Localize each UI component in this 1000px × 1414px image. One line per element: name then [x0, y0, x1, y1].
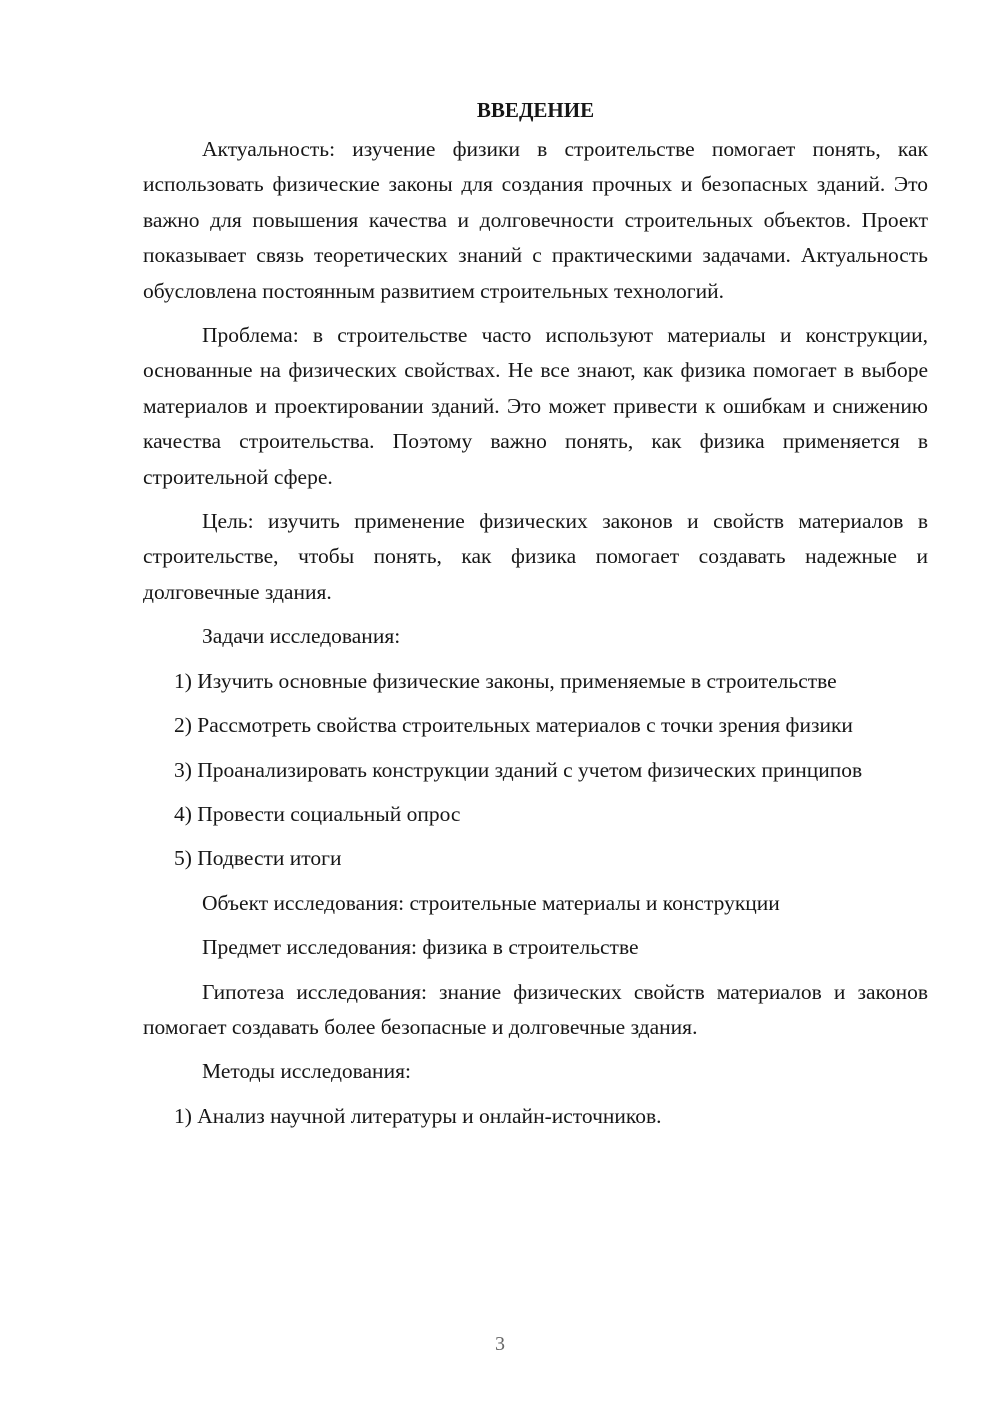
goal-paragraph: Цель: изучить применение физических законов и свойств материалов в строительстве, чтобы понять, как физика помогает создавать надежные и долговечные здания.: [143, 509, 928, 604]
section-title: ВВЕДЕНИЕ: [476, 98, 595, 122]
method-item-1: 1) Анализ научной литературы и онлайн-источников.: [174, 1103, 662, 1128]
hypothesis-paragraph: Гипотеза исследования: знание физических свойств материалов и законов помогает создавать более безопасные и долговечные здания.: [143, 979, 928, 1039]
task-item-5: 5) Подвести итоги: [174, 846, 342, 871]
object-line: Объект исследования: строительные материалы и конструкции: [202, 890, 780, 915]
tasks-heading: Задачи исследования:: [202, 624, 401, 649]
problem-paragraph: Проблема: в строительстве часто используют материалы и конструкции, основанные на физических свойствах. Не все знают, как физика помогает в выборе материалов и проектировании зданий. Это может привести к ошибкам и снижению качества строительства. Поэтому важно понять, как физика применяется в строительной сфере.: [143, 323, 928, 489]
methods-heading: Методы исследования:: [202, 1059, 411, 1084]
task-item-1: 1) Изучить основные физические законы, применяемые в строительстве: [174, 668, 837, 693]
page-content: [143, 96, 928, 1143]
page-number: 3: [495, 1333, 505, 1355]
task-item-3: 3) Проанализировать конструкции зданий с учетом физических принципов: [174, 757, 863, 782]
relevance-paragraph: Актуальность: изучение физики в строительстве помогает понять, как использовать физические законы для создания прочных и безопасных зданий. Это важно для повышения качества и долговечности строительных объектов. Проект показывает связь теоретических знаний с практическими задачами. Актуальность обусловлена постоянным развитием строительных технологий.: [143, 137, 928, 303]
subject-line: Предмет исследования: физика в строительстве: [202, 935, 639, 960]
task-item-4: 4) Провести социальный опрос: [174, 801, 461, 826]
task-item-2: 2) Рассмотреть свойства строительных материалов с точки зрения физики: [174, 713, 853, 738]
